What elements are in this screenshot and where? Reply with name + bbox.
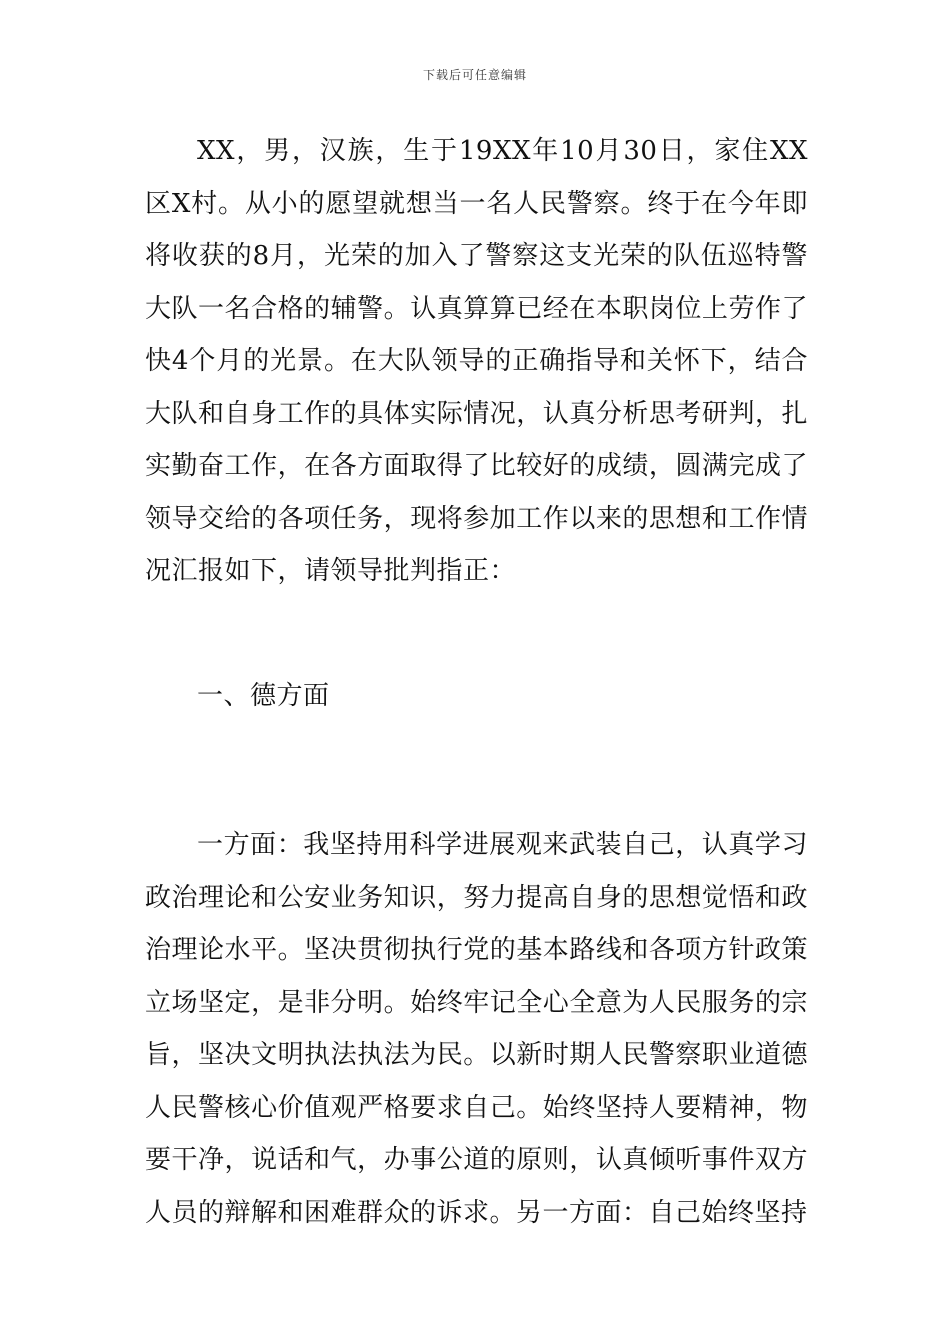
header-note: 下载后可任意编辑 bbox=[422, 68, 527, 82]
body-paragraph-morality: 一方面：我坚持用科学进展观来武装自己，认真学习政治理论和公安业务知识，努力提高自身的思想觉悟和政治理论水平。坚决贯彻执行党的基本路线和各项方针政策立场坚定，是非分明。始终牢记全心全意为人民服务的宗旨，坚决文明执法执法为民。以新时期人民警察职业道德人民警核心价值观严格要求自己。始终坚持人要精神，物要干净，说话和气，办事公道的原则，认真倾听事件双方人员的辩解和困难群众的诉求。另一方面：自己始终坚持 bbox=[145, 830, 808, 1228]
body-paragraph-intro: XX，男，汉族，生于19XX年10月30日，家住XX区X村。从小的愿望就想当一名人民警察。终于在今年即将收获的8月，光荣的加入了警察这支光荣的队伍巡特警大队一名合格的辅警。认真算算已经在本职岗位上劳作了快4个月的光景。在大队领导的正确指导和关怀下，结合大队和自身工作的具体实际情况，认真分析思考研判，扎实勤奋工作，在各方面取得了比较好的成绩，圆满完成了领导交给的各项任务，现将参加工作以来的思想和工作情况汇报如下，请领导批判指正： bbox=[145, 136, 808, 586]
section-heading: 一、德方面 bbox=[197, 681, 330, 711]
